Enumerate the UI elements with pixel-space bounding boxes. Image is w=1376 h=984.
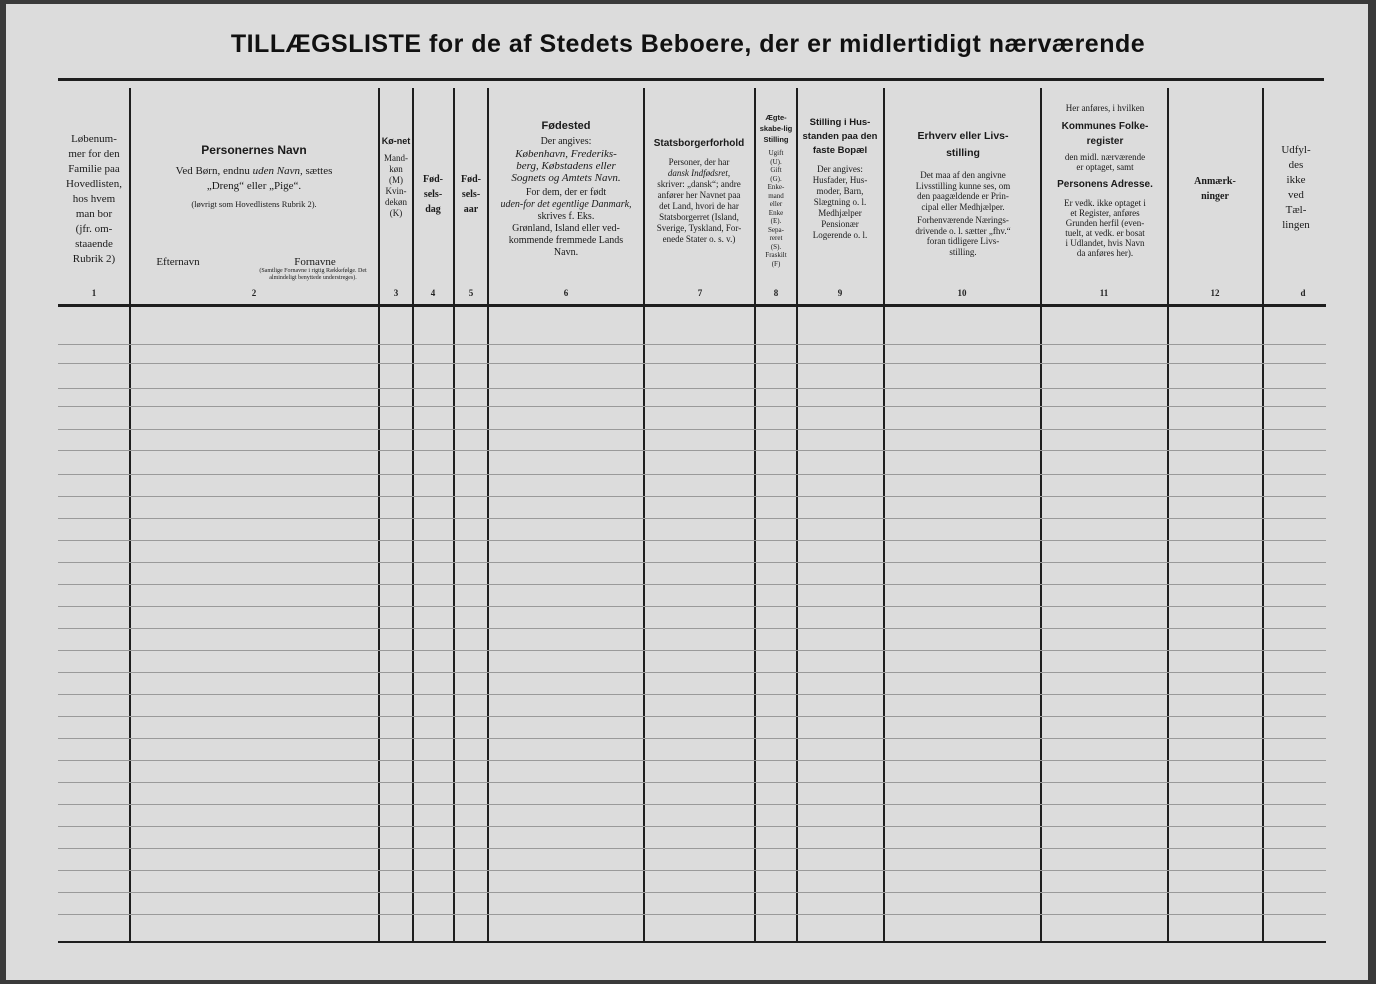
row-line	[58, 584, 1326, 585]
row-line	[58, 562, 1326, 563]
row-line	[58, 429, 1326, 430]
col-number: 7	[697, 288, 703, 298]
row-line	[58, 826, 1326, 827]
header-rule	[58, 304, 1326, 307]
col-number: 4	[430, 288, 436, 298]
col-3-header: Kø-net Mand- køn (M) Kvin- dekøn (K)	[381, 136, 411, 218]
row-line	[58, 892, 1326, 893]
row-line	[58, 738, 1326, 739]
col-number: 9	[837, 288, 843, 298]
row-line	[58, 914, 1326, 915]
row-line	[58, 540, 1326, 541]
col-5-header: Fød- sels- aar	[461, 174, 481, 215]
col-9-header: Stilling i Hus-standen paa den faste Bopæl Der angives: Husfader, Hus- moder, Barn, Slægtning o. l. Medhjælper Pensionær Logerende o. l.	[802, 117, 878, 240]
row-line	[58, 628, 1326, 629]
col-number: 3	[393, 288, 399, 298]
col-8-header: Ægte-skabe-lig Stilling Ugift (U). Gift (G). Enke- mand eller Enke (E). Sepa- reret (S). Fraskilt (F)	[759, 113, 793, 268]
row-line	[58, 650, 1326, 651]
col-number: 5	[468, 288, 474, 298]
col-d-header: Udfyl- des ikke ved Tæl- lingen	[1281, 144, 1311, 231]
row-line	[58, 694, 1326, 695]
col-10-header: Erhverv eller Livs-stilling Det maa af den angivne Livsstilling kunne ses, om den paagældende er Prin- cipal eller Medhjælper. Forhenværende Nærings- drivende o. l. sætter „fhv.“ foran tidligere Livs- stilling.	[915, 130, 1011, 257]
row-line	[58, 760, 1326, 761]
given-names-subheader: Fornavne	[294, 256, 336, 268]
col-4-header: Fød- sels- dag	[423, 174, 443, 215]
row-line	[58, 406, 1326, 407]
col-7-header: Statsborgerforhold Personer, der har dansk Indfødsret, skriver: „dansk“; andre anfører her Navnet paa det Land, hvori de har Statsborgerret (Island, Sverige, Tyskland, For- enede Stater o. s. v.)	[653, 138, 745, 244]
row-line	[58, 716, 1326, 717]
row-line	[58, 804, 1326, 805]
given-names-note: (Samtlige Fornavne i rigtig Rækkefølge. Det almindeligt benyttede understreges).	[259, 268, 367, 281]
col-number: 12	[1210, 288, 1220, 298]
col-number: d	[1300, 288, 1306, 298]
form-title: TILLÆGSLISTE for de af Stedets Beboere, der er midlertidigt nærværende	[230, 30, 1146, 58]
col-number: 1	[91, 288, 97, 298]
col-12-header: Anmærk-ninger	[1194, 176, 1236, 202]
col-2-header: Personernes Navn Ved Børn, endnu uden Navn, sættes „Dreng“ eller „Pige“. (løvrigt som Hovedlistens Rubrik 2).	[175, 143, 333, 209]
col-11-header: Her anføres, i hvilken Kommunes Folke-register den midl. nærværende er optaget, samt Personens Adresse. Er vedk. ikke optaget i et Register, anføres Grunden herfil (even- tuelt, at vedk. er bosat i Udlandet, hvis Navn da anføres her).	[1057, 103, 1153, 258]
row-line	[58, 782, 1326, 783]
row-line	[58, 344, 1326, 345]
col-number: 2	[251, 288, 257, 298]
col-number: 11	[1099, 288, 1109, 298]
row-line	[58, 870, 1326, 871]
col-number: 6	[563, 288, 569, 298]
row-line	[58, 518, 1326, 519]
col-1-header: Løbenum- mer for den Familie paa Hovedlisten, hos hvem man bor (jfr. om- staaende Rubrik 2)	[66, 133, 122, 265]
row-line	[58, 474, 1326, 475]
row-line	[58, 388, 1326, 389]
col-6-header: Fødested Der angives: København, Frederiks- berg, Købstadens eller Sognets og Amtets Navn. For dem, der er født uden-for det egentlige Danmark, skrives f. Eks. Grønland, Island eller ved- kommende fremmede Lands Navn.	[500, 120, 632, 258]
row-line	[58, 606, 1326, 607]
ruled-rows	[58, 308, 1326, 942]
col-number: 10	[957, 288, 967, 298]
row-line	[58, 496, 1326, 497]
row-line	[58, 672, 1326, 673]
surname-subheader: Efternavn	[156, 256, 200, 268]
row-line	[58, 848, 1326, 849]
row-line	[58, 450, 1326, 451]
top-rule	[58, 78, 1324, 81]
col-number: 8	[773, 288, 779, 298]
row-line	[58, 363, 1326, 364]
